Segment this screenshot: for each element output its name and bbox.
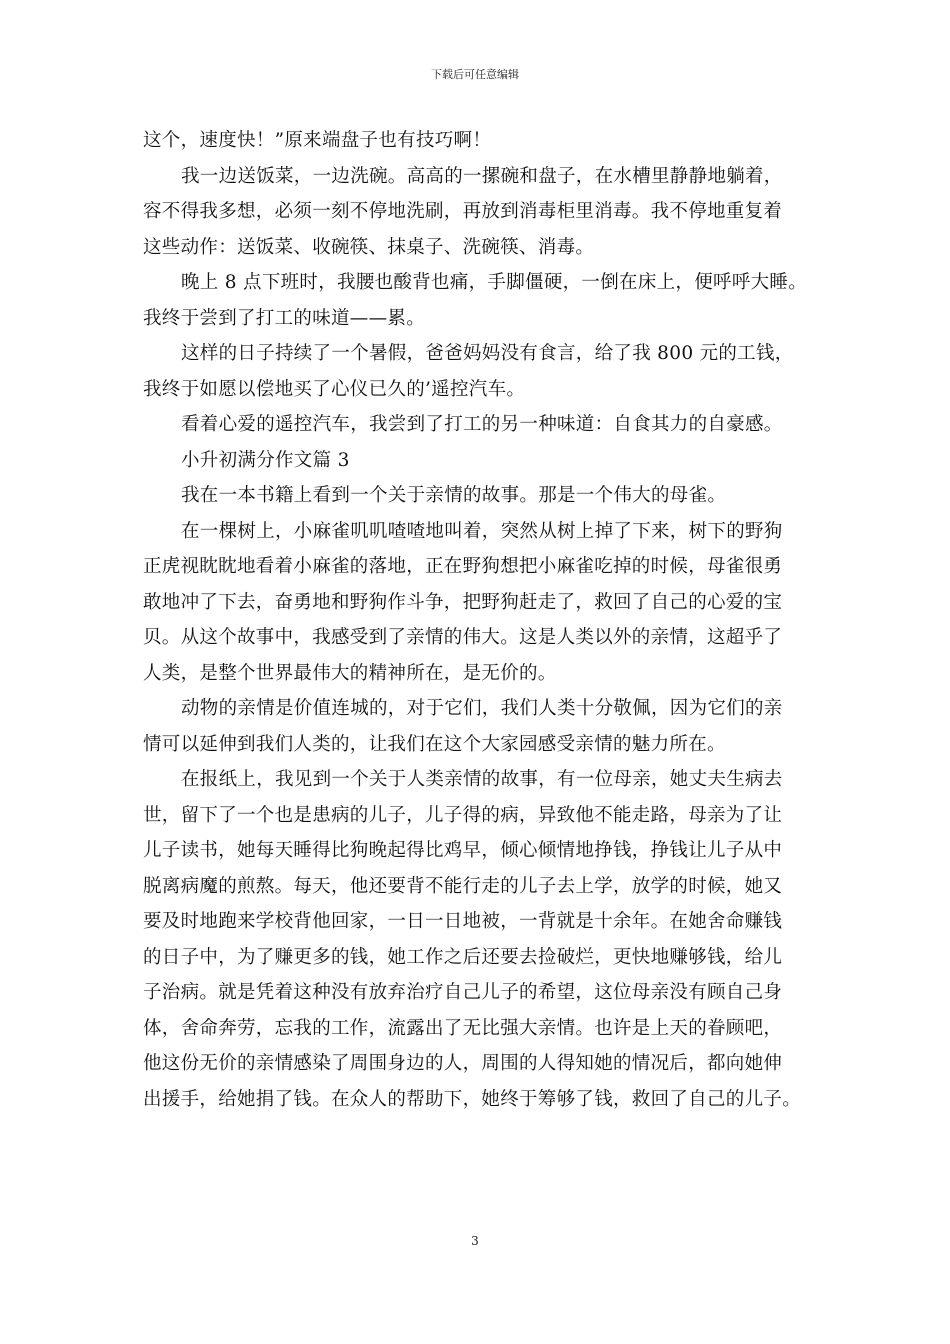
text-line: 这样的日子持续了一个暑假，爸爸妈妈没有食言，给了我 800 元的工钱， — [181, 343, 794, 364]
page-number: 3 — [471, 1234, 479, 1248]
section-heading: 小升初满分作文篇 3 — [181, 449, 350, 471]
text-line: 出援手，给她捐了钱。在众人的帮助下，她终于筹够了钱，救回了自己的儿子。 — [143, 1088, 802, 1110]
text-line: 体，舍命奔劳，忘我的工作，流露出了无比强大亲情。也许是上天的眷顾吧， — [143, 1017, 783, 1039]
text-line: 子治病。就是凭着这种没有放弃治疗自己儿子的希望，这位母亲没有顾自己身 — [143, 982, 783, 1003]
text-line: 正虎视眈眈地看着小麻雀的落地，正在野狗想把小麻雀吃掉的时候，母雀很勇 — [143, 556, 783, 577]
text-line: 看着心爱的遥控汽车，我尝到了打工的另一种味道：自食其力的自豪感。 — [181, 414, 783, 435]
text-line: 情可以延伸到我们人类的，让我们在这个大家园感受亲情的魅力所在。 — [143, 733, 726, 755]
text-line: 我终于如愿以偿地买了心仪已久的’遥控汽车。 — [143, 378, 526, 400]
text-line: 我在一本书籍上看到一个关于亲情的故事。那是一个伟大的母雀。 — [181, 485, 727, 506]
text-line: 世，留下了一个也是患病的儿子，儿子得的病，异致他不能走路，母亲为了让 — [143, 804, 783, 826]
text-line: 这个，速度快！”原来端盘子也有技巧啊！ — [143, 130, 492, 151]
page-header: 下载后可任意编辑 — [431, 68, 519, 81]
text-line: 的日子中，为了赚更多的钱，她工作之后还要去捡破烂，更快地赚够钱，给儿 — [143, 946, 783, 968]
text-line: 晚上 8 点下班时，我腰也酸背也痛，手脚僵硬，一倒在床上，便呼呼大睡。 — [181, 272, 808, 293]
text-line: 在报纸上，我见到一个关于人类亲情的故事，有一位母亲，她丈夫生病去 — [181, 769, 783, 790]
text-line: 人类，是整个世界最伟大的精神所在，是无价的。 — [143, 662, 557, 684]
text-line: 这些动作：送饭菜、收碗筷、抹桌子、洗碗筷、消毒。 — [143, 236, 595, 258]
text-line: 儿子读书，她每天睡得比狗晚起得比鸡早，倾心倾情地挣钱，挣钱让儿子从中 — [143, 840, 783, 861]
text-line: 敢地冲了下去，奋勇地和野狗作斗争，把野狗赶走了，救回了自己的心爱的宝 — [143, 591, 783, 613]
text-line: 容不得我多想，必须一刻不停地洗刷，再放到消毒柜里消毒。我不停地重复着 — [143, 201, 783, 222]
text-line: 要及时地跑来学校背他回家，一日一日地被，一背就是十余年。在她舍命赚钱 — [143, 911, 783, 932]
text-line: 我一边送饭菜，一边洗碗。高高的一摞碗和盘子，在水槽里静静地躺着， — [181, 165, 783, 187]
text-line: 脱离病魔的煎熬。每天，他还要背不能行走的儿子去上学，放学的时候，她又 — [143, 875, 783, 897]
text-line: 在一棵树上，小麻雀叽叽喳喳地叫着，突然从树上掉了下来，树下的野狗 — [181, 520, 783, 542]
text-line: 我终于尝到了打工的味道——累。 — [143, 307, 426, 329]
text-line: 贝。从这个故事中，我感受到了亲情的伟大。这是人类以外的亲情，这超乎了 — [143, 627, 783, 648]
text-line: 动物的亲情是价值连城的，对于它们，我们人类十分敬佩，因为它们的亲 — [181, 698, 783, 719]
text-line: 他这份无价的亲情感染了周围身边的人，周围的人得知她的情况后，都向她伸 — [143, 1053, 783, 1074]
document-body — [143, 123, 823, 1117]
